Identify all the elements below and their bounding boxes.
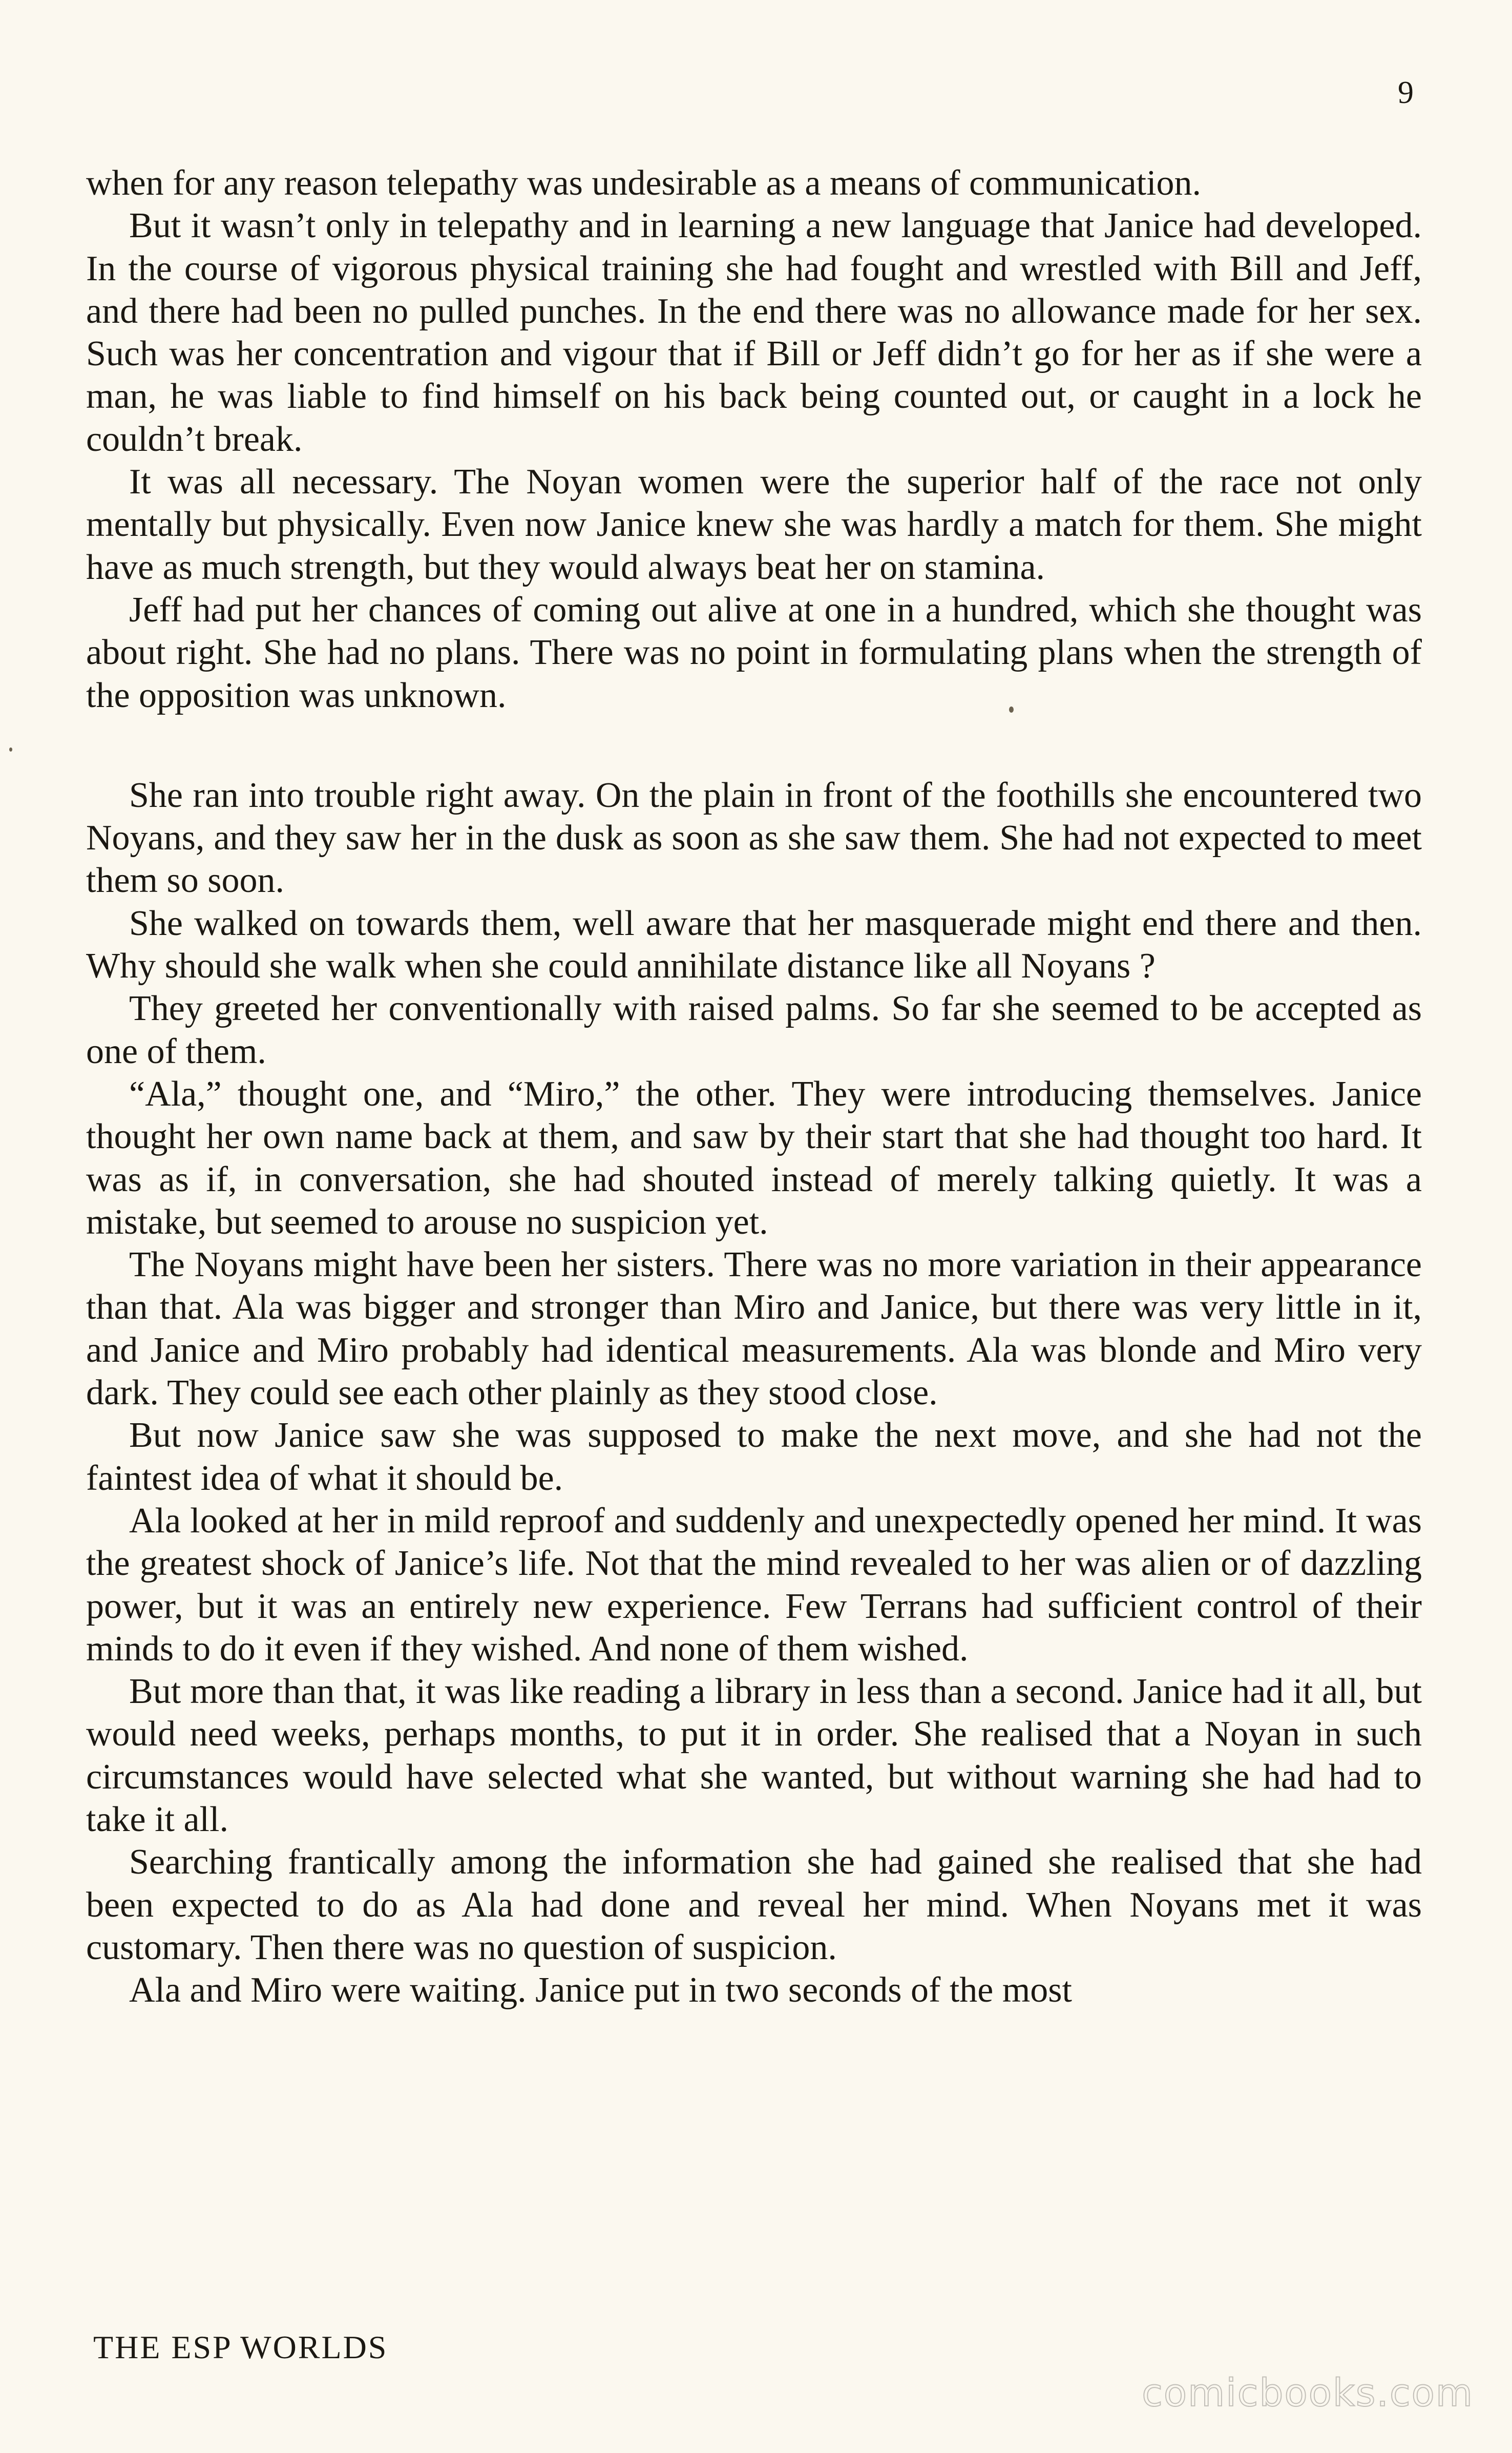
page-number: 9 <box>1398 75 1414 110</box>
paragraph: They greeted her conventionally with raised palms. So far she seemed to be accepted as one of them. <box>86 989 1422 1071</box>
paragraph: She ran into trouble right away. On the plain in front of the foothills she encountered two Noyans, and they saw her in the dusk as soon as she saw them. She had not expected to meet them so soon. <box>86 775 1422 901</box>
paragraph: But it wasn’t only in telepathy and in learning a new language that Janice had developed. In the course of vigorous physical training she had fought and wrestled with Bill and Jeff, and there had been no pulled punches. In the end there was no allowance made for her sex. Such was her concentration and vigour that if Bill or Jeff didn’t go for her as if she were a man, he was liable to find himself on his back being counted out, or caught in a lock he couldn’t break. <box>86 206 1422 459</box>
paragraph: She walked on towards them, well aware that her masquerade might end there and then. Why should she walk when she could annihilate distance like all Noyans ? <box>86 903 1422 986</box>
paragraph: Searching frantically among the information she had gained she realised that she had been expected to do as Ala had done and reveal her mind. When Noyans met it was customary. Then there was no question of suspicion. <box>86 1842 1422 1967</box>
section-break <box>86 717 1422 774</box>
running-footer: THE ESP WORLDS <box>93 2329 388 2365</box>
body-text <box>86 162 1422 2011</box>
paragraph: Jeff had put her chances of coming out alive at one in a hundred, which she thought was about right. She had no plans. There was no point in formulating plans when the strength of the opposition was unknown. <box>86 590 1422 715</box>
paragraph: Ala looked at her in mild reproof and suddenly and unexpectedly opened her mind. It was the greatest shock of Janice’s life. Not that the mind revealed to her was alien or of dazzling power, but it was an entirely new experience. Few Terrans had sufficient control of their minds to do it even if they wished. And none of them wished. <box>86 1501 1422 1669</box>
paragraph: “Ala,” thought one, and “Miro,” the other. They were introducing themselves. Janice thought her own name back at them, and saw by their start that she had thought too hard. It was as if, in conversation, she had shouted instead of merely talking quietly. It was a mistake, but seemed to arouse no suspicion yet. <box>86 1074 1422 1242</box>
ink-speck <box>9 747 12 752</box>
paragraph: But more than that, it was like reading a library in less than a second. Janice had it all, but would need weeks, perhaps months, to put it in order. She realised that a Noyan in such circumstances would have selected what she wanted, but without warning she had had to take it all. <box>86 1672 1422 1839</box>
paragraph: It was all necessary. The Noyan women were the superior half of the race not only mentally but physically. Even now Janice knew she was hardly a match for them. She might have as much strength, but they would always beat her on stamina. <box>86 462 1422 587</box>
paragraph: when for any reason telepathy was undesirable as a means of communication. <box>86 163 1202 203</box>
paragraph: But now Janice saw she was supposed to make the next move, and she had not the faintest idea of what it should be. <box>86 1416 1422 1498</box>
paragraph: The Noyans might have been her sisters. There was no more variation in their appearance than that. Ala was bigger and stronger than Miro and Janice, but there was very little in it, and Janice and Miro probably had identical measurements. Ala was blonde and Miro very dark. They could see each other plainly as they stood close. <box>86 1245 1422 1413</box>
watermark: comicbooks.com <box>1142 2371 1474 2415</box>
ink-speck <box>1009 706 1014 713</box>
paragraph: Ala and Miro were waiting. Janice put in two seconds of the most <box>129 1970 1072 2010</box>
